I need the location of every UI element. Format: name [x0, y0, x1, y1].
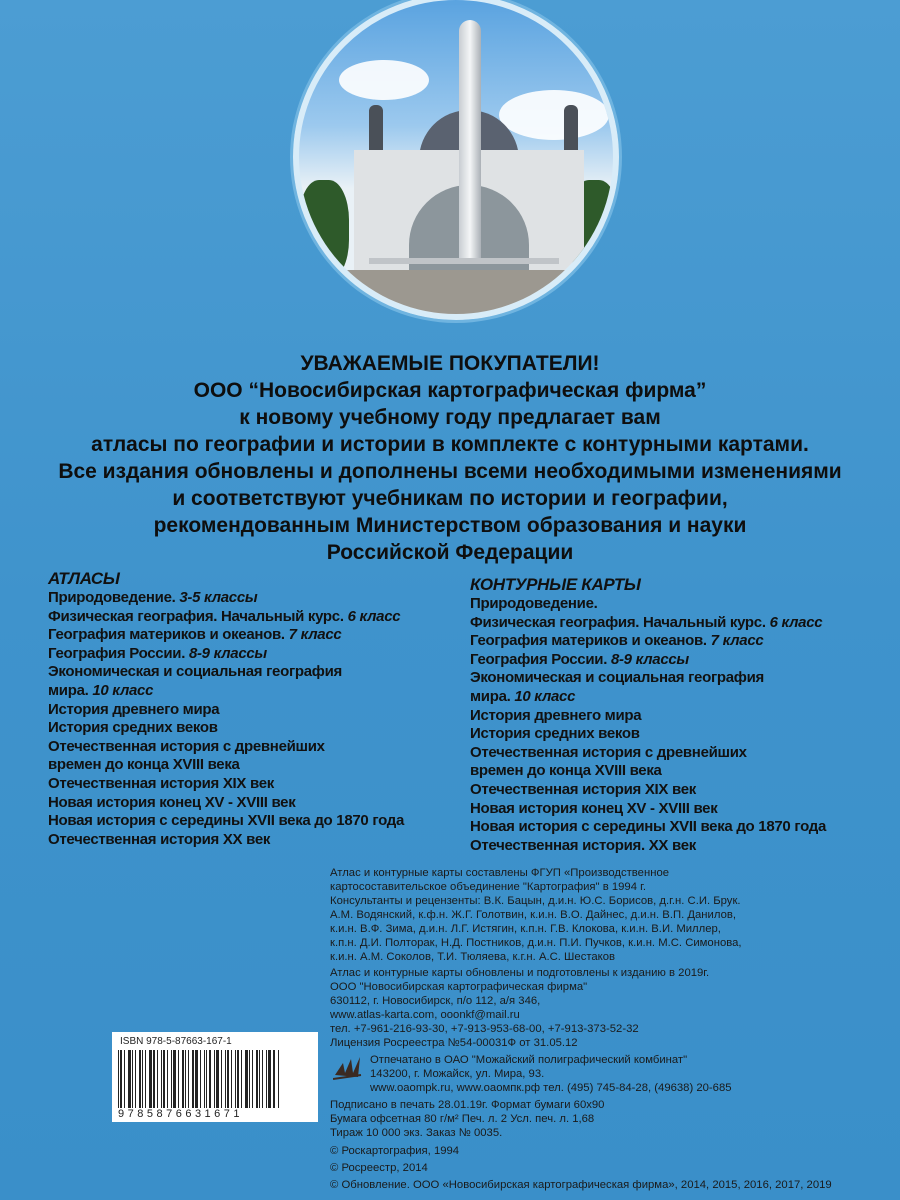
- barcode-bar: [149, 1050, 152, 1108]
- barcode-bar: [161, 1050, 162, 1108]
- barcode-bar: [231, 1050, 232, 1108]
- barcode-bar: [139, 1050, 141, 1108]
- list-item: [48, 589, 404, 608]
- list-item: [470, 762, 826, 781]
- barcode-bar: [266, 1050, 267, 1108]
- publisher-line: Лицензия Росреестра №54-00031Ф от 31.05.12: [330, 1037, 578, 1049]
- list-item: [470, 781, 826, 800]
- item-title: Отечественная история XX век: [48, 830, 271, 848]
- item-title: времен до конца XVIII века: [48, 756, 240, 774]
- isbn-barcode: [112, 1032, 318, 1122]
- list-item: [470, 614, 826, 633]
- list-item: [470, 707, 826, 726]
- cover-photo: [293, 0, 619, 320]
- atlases-list: [48, 568, 404, 849]
- barcode-bar: [145, 1050, 146, 1108]
- item-title: География России.: [470, 650, 611, 668]
- barcode-bar: [135, 1050, 136, 1108]
- credits-line: картосоставительское объединение "Картография" в 1994 г.: [330, 881, 646, 893]
- copyright-line: © Обновление. ООО «Новосибирская картографическая фирма», 2014, 2015, 2016, 2017, 2019: [330, 1179, 832, 1191]
- barcode-digits: 9785876631671: [118, 1108, 244, 1120]
- item-title: Отечественная история XIX век: [48, 774, 274, 792]
- list-item: [470, 632, 826, 651]
- barcode-bar: [178, 1050, 179, 1108]
- barcode-bar: [128, 1050, 131, 1108]
- list-item: [48, 626, 404, 645]
- item-title: Физическая география. Начальный курс.: [470, 613, 770, 631]
- barcode-bar: [192, 1050, 194, 1108]
- list-item: [48, 663, 404, 682]
- barcode-bar: [163, 1050, 165, 1108]
- item-title: Отечественная история. XX век: [470, 836, 696, 854]
- item-title: Новая история с середины XVII века до 1870 года: [470, 818, 827, 836]
- barcode-bar: [214, 1050, 215, 1108]
- publisher-block: [330, 966, 709, 1050]
- credits-line: к.п.н. Д.И. Полторак, Н.Д. Постников, д.и.н. П.И. Пучков, к.и.н. М.С. Симонова,: [330, 937, 742, 949]
- heading-line: Российской Федерации: [326, 541, 574, 564]
- list-item: [48, 738, 404, 757]
- item-title: Отечественная история с древнейших: [470, 743, 747, 761]
- list-item: [470, 837, 826, 856]
- barcode-bar: [195, 1050, 198, 1108]
- item-title: Новая история конец XV - XVIII век: [470, 799, 718, 817]
- list-item: [48, 608, 404, 627]
- printer-block: [370, 1053, 732, 1095]
- item-title: История древнего мира: [470, 706, 642, 724]
- list-item: [470, 818, 826, 837]
- item-title: Природоведение.: [48, 589, 180, 606]
- item-grade: 10 класс: [92, 681, 154, 699]
- contour-maps-list: [470, 574, 826, 855]
- list-item: [470, 669, 826, 688]
- barcode-bar: [200, 1050, 201, 1108]
- item-grade: 8-9 классы: [610, 650, 689, 668]
- imprint-block: [330, 1098, 604, 1140]
- barcode-bar: [268, 1050, 271, 1108]
- credits-line: Атлас и контурные карты составлены ФГУП «Производственное: [330, 867, 670, 879]
- item-grade: 3-5 классы: [179, 589, 258, 606]
- copyright-line: © Роскартография, 1994: [330, 1145, 460, 1157]
- list-item: [48, 682, 404, 701]
- isbn-label: ISBN 978-5-87663-167-1: [120, 1036, 232, 1047]
- publisher-line: ООО "Новосибирская картографическая фирма": [330, 981, 588, 993]
- barcode-bar: [171, 1050, 172, 1108]
- credits-block: [330, 866, 742, 964]
- barcode-bar: [227, 1050, 229, 1108]
- item-title: Новая история с середины XVII века до 1870 года: [48, 812, 405, 830]
- item-title: мира.: [48, 681, 93, 699]
- list-item: [470, 744, 826, 763]
- heading-line: атласы по географии и истории в комплекте с контурными картами.: [91, 433, 809, 456]
- credits-line: к.и.н. А.М. Соколов, Т.И. Тюляева, к.г.н. А.С. Шестаков: [330, 951, 616, 963]
- item-grade: 7 класс: [710, 632, 764, 650]
- list-item: [48, 645, 404, 664]
- item-title: мира.: [470, 687, 515, 705]
- credits-line: Консультанты и рецензенты: В.К. Бацын, д.и.н. Ю.С. Борисов, д.г.н. С.И. Брук.: [330, 895, 741, 907]
- barcode-bar: [237, 1050, 239, 1108]
- barcode-bar: [167, 1050, 168, 1108]
- barcode-bar: [204, 1050, 205, 1108]
- list-item: [470, 800, 826, 819]
- publisher-line: 630112, г. Новосибирск, п/о 112, а/я 346,: [330, 995, 541, 1007]
- list-item: [470, 725, 826, 744]
- heading-line: УВАЖАЕМЫЕ ПОКУПАТЕЛИ!: [300, 352, 600, 375]
- item-title: Экономическая и социальная география: [470, 669, 765, 687]
- item-title: Отечественная история с древнейших: [48, 737, 325, 755]
- item-title: Физическая география. Начальный курс.: [48, 607, 348, 625]
- imprint-line: Подписано в печать 28.01.19г. Формат бумаги 60х90: [330, 1099, 605, 1111]
- list-item: [48, 756, 404, 775]
- list-item: [48, 719, 404, 738]
- heading-line: и соответствуют учебникам по истории и географии,: [172, 487, 728, 510]
- barcode-bar: [209, 1050, 211, 1108]
- item-title: Экономическая и социальная география: [48, 663, 343, 681]
- list-item: [48, 831, 404, 850]
- barcode-bar: [278, 1050, 279, 1108]
- printer-logo-icon: [333, 1055, 363, 1081]
- printer-line: Отпечатано в ОАО "Можайский полиграфический комбинат": [370, 1054, 688, 1066]
- barcode-bar: [249, 1050, 250, 1108]
- barcode-bar: [142, 1050, 143, 1108]
- barcode-bar: [124, 1050, 125, 1108]
- barcode-bar: [118, 1050, 119, 1108]
- heading-line: к новому учебному году предлагает вам: [239, 406, 661, 429]
- atlases-title: АТЛАСЫ: [48, 569, 120, 588]
- barcode-bar: [262, 1050, 263, 1108]
- list-item: [470, 595, 826, 614]
- barcode-bar: [245, 1050, 248, 1108]
- barcode-bar: [216, 1050, 219, 1108]
- item-title: История средних веков: [48, 719, 218, 737]
- credits-line: А.М. Водянский, к.ф.н. Ж.Г. Голотвин, к.и.н. В.О. Дайнес, д.и.н. В.П. Данилов,: [330, 909, 736, 921]
- barcode-bar: [221, 1050, 222, 1108]
- barcode-bar: [206, 1050, 207, 1108]
- imprint-line: Бумага офсетная 80 г/м² Печ. л. 2 Усл. печ. л. 1,68: [330, 1113, 595, 1125]
- printer-line: www.oaompk.ru, www.оаомпк.рф тел. (495) 745-84-28, (49638) 20-685: [370, 1082, 732, 1094]
- barcode-bar: [225, 1050, 226, 1108]
- barcode-bar: [157, 1050, 158, 1108]
- barcode-bar: [132, 1050, 133, 1108]
- item-title: Новая история конец XV - XVIII век: [48, 793, 296, 811]
- item-title: Природоведение.: [470, 595, 598, 612]
- barcode-bar: [241, 1050, 242, 1108]
- copyright-line: © Росреестр, 2014: [330, 1162, 428, 1174]
- item-title: География материков и океанов.: [48, 626, 289, 644]
- imprint-line: Тираж 10 000 экз. Заказ № 0035.: [330, 1127, 503, 1139]
- item-grade: 8-9 классы: [188, 644, 267, 662]
- item-title: История средних веков: [470, 725, 640, 743]
- barcode-bars: [118, 1050, 312, 1108]
- item-title: Отечественная история XIX век: [470, 780, 696, 798]
- list-item: [48, 794, 404, 813]
- barcode-bar: [182, 1050, 184, 1108]
- barcode-bar: [153, 1050, 155, 1108]
- barcode-bar: [273, 1050, 275, 1108]
- item-title: История древнего мира: [48, 700, 220, 718]
- list-item: [48, 701, 404, 720]
- credits-line: к.и.н. В.Ф. Зима, д.и.н. Л.Г. Истягин, к.п.н. Г.В. Клокова, к.и.н. В.И. Миллер,: [330, 923, 721, 935]
- list-item: [470, 651, 826, 670]
- list-item: [48, 775, 404, 794]
- item-grade: 10 класс: [514, 687, 576, 705]
- publisher-line: тел. +7-961-216-93-30, +7-913-953-68-00, +7-913-373-52-32: [330, 1023, 639, 1035]
- barcode-bar: [235, 1050, 236, 1108]
- printer-line: 143200, г. Можайск, ул. Мира, 93.: [370, 1068, 545, 1080]
- list-item: [470, 688, 826, 707]
- item-title: География России.: [48, 644, 189, 662]
- item-grade: 7 класс: [288, 626, 342, 644]
- item-title: времен до конца XVIII века: [470, 762, 662, 780]
- list-item: [48, 812, 404, 831]
- heading-line: ООО “Новосибирская картографическая фирма”: [193, 379, 707, 402]
- barcode-bar: [173, 1050, 176, 1108]
- announcement-heading: [0, 350, 900, 566]
- publisher-line: Атлас и контурные карты обновлены и подготовлены к изданию в 2019г.: [330, 967, 710, 979]
- barcode-bar: [188, 1050, 189, 1108]
- heading-line: рекомендованным Министерством образования и науки: [153, 514, 747, 537]
- barcode-bar: [120, 1050, 122, 1108]
- item-grade: 6 класс: [347, 607, 401, 625]
- heading-line: Все издания обновлены и дополнены всеми необходимыми изменениями: [58, 460, 842, 483]
- copyright-block: [330, 1143, 832, 1194]
- publisher-line: www.atlas-karta.com, ooonkf@mail.ru: [330, 1009, 520, 1021]
- contour-maps-title: КОНТУРНЫЕ КАРТЫ: [470, 575, 641, 594]
- barcode-bar: [252, 1050, 253, 1108]
- item-title: География материков и океанов.: [470, 632, 711, 650]
- barcode-bar: [185, 1050, 186, 1108]
- barcode-bar: [256, 1050, 258, 1108]
- barcode-bar: [259, 1050, 260, 1108]
- item-grade: 6 класс: [769, 613, 823, 631]
